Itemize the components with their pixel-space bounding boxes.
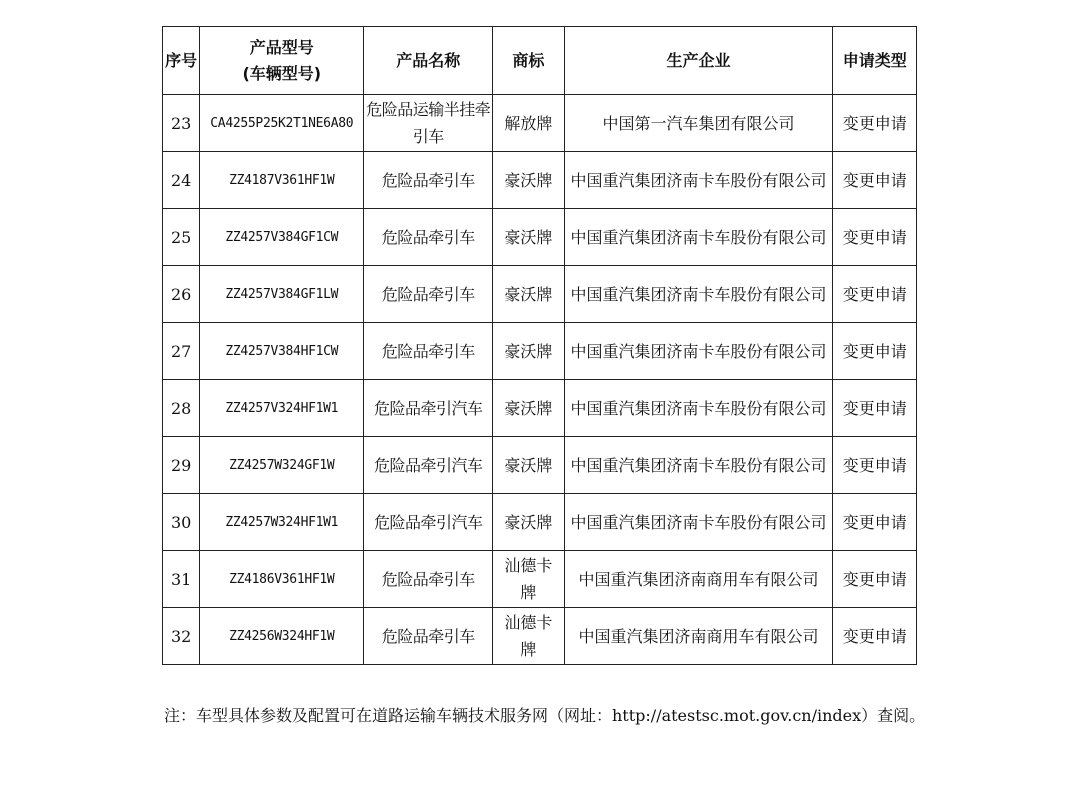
cell-company: 中国重汽集团济南卡车股份有限公司 [564, 380, 833, 437]
table-row [163, 437, 917, 494]
cell-no: 28 [163, 380, 200, 437]
cell-model: ZZ4257V324HF1W1 [200, 380, 364, 437]
cell-name: 危险品牵引汽车 [364, 437, 493, 494]
cell-company: 中国重汽集团济南商用车有限公司 [564, 551, 833, 608]
cell-model: ZZ4257W324GF1W [200, 437, 364, 494]
header-model-line2: (车辆型号) [242, 63, 322, 83]
table-row [163, 152, 917, 209]
cell-no: 32 [163, 608, 200, 665]
cell-type: 变更申请 [833, 608, 917, 665]
cell-no: 23 [163, 95, 200, 152]
cell-brand: 豪沃牌 [493, 437, 564, 494]
cell-name: 危险品牵引汽车 [364, 494, 493, 551]
header-model-line1: 产品型号 [249, 37, 314, 57]
cell-name: 危险品运输半挂牵引车 [364, 95, 493, 152]
cell-type: 变更申请 [833, 551, 917, 608]
cell-company: 中国重汽集团济南卡车股份有限公司 [564, 437, 833, 494]
cell-no: 30 [163, 494, 200, 551]
header-no: 序号 [163, 27, 200, 95]
header-type: 申请类型 [833, 27, 917, 95]
cell-company: 中国重汽集团济南卡车股份有限公司 [564, 494, 833, 551]
header-row [163, 27, 917, 95]
cell-name: 危险品牵引车 [364, 209, 493, 266]
cell-name: 危险品牵引汽车 [364, 380, 493, 437]
cell-model: ZZ4257V384GF1CW [200, 209, 364, 266]
cell-type: 变更申请 [833, 95, 917, 152]
cell-brand: 解放牌 [493, 95, 564, 152]
cell-model: ZZ4257V384HF1CW [200, 323, 364, 380]
cell-name: 危险品牵引车 [364, 152, 493, 209]
table-row [163, 266, 917, 323]
cell-no: 24 [163, 152, 200, 209]
footnote: 注：车型具体参数及配置可在道路运输车辆技术服务网（网址：http://atestsc.mot.gov.cn/index）查阅。 [164, 706, 926, 725]
cell-brand: 豪沃牌 [493, 323, 564, 380]
cell-company: 中国重汽集团济南商用车有限公司 [564, 608, 833, 665]
header-company: 生产企业 [564, 27, 833, 95]
cell-brand: 豪沃牌 [493, 380, 564, 437]
cell-brand: 汕德卡牌 [493, 551, 564, 608]
cell-brand: 豪沃牌 [493, 152, 564, 209]
cell-type: 变更申请 [833, 266, 917, 323]
table-header [163, 27, 917, 95]
cell-company: 中国重汽集团济南卡车股份有限公司 [564, 266, 833, 323]
cell-company: 中国重汽集团济南卡车股份有限公司 [564, 323, 833, 380]
header-model [200, 27, 364, 95]
cell-type: 变更申请 [833, 494, 917, 551]
cell-brand: 豪沃牌 [493, 494, 564, 551]
table-row [163, 95, 917, 152]
vehicle-table [162, 26, 917, 665]
cell-model: ZZ4256W324HF1W [200, 608, 364, 665]
cell-type: 变更申请 [833, 209, 917, 266]
table-row [163, 323, 917, 380]
header-brand: 商标 [493, 27, 564, 95]
cell-name: 危险品牵引车 [364, 323, 493, 380]
cell-model: ZZ4186V361HF1W [200, 551, 364, 608]
cell-no: 31 [163, 551, 200, 608]
cell-brand: 豪沃牌 [493, 266, 564, 323]
cell-no: 25 [163, 209, 200, 266]
cell-model: CA4255P25K2T1NE6A80 [200, 95, 364, 152]
cell-name: 危险品牵引车 [364, 266, 493, 323]
table-row [163, 551, 917, 608]
table-row [163, 608, 917, 665]
cell-model: ZZ4257V384GF1LW [200, 266, 364, 323]
cell-no: 29 [163, 437, 200, 494]
cell-model: ZZ4187V361HF1W [200, 152, 364, 209]
cell-model: ZZ4257W324HF1W1 [200, 494, 364, 551]
table-row [163, 380, 917, 437]
cell-type: 变更申请 [833, 437, 917, 494]
cell-type: 变更申请 [833, 323, 917, 380]
cell-type: 变更申请 [833, 380, 917, 437]
cell-company: 中国重汽集团济南卡车股份有限公司 [564, 209, 833, 266]
cell-name: 危险品牵引车 [364, 608, 493, 665]
header-name: 产品名称 [364, 27, 493, 95]
cell-company: 中国第一汽车集团有限公司 [564, 95, 833, 152]
table-row [163, 494, 917, 551]
cell-name: 危险品牵引车 [364, 551, 493, 608]
cell-no: 27 [163, 323, 200, 380]
cell-brand: 汕德卡牌 [493, 608, 564, 665]
cell-type: 变更申请 [833, 152, 917, 209]
cell-company: 中国重汽集团济南卡车股份有限公司 [564, 152, 833, 209]
table-body [163, 95, 917, 665]
cell-no: 26 [163, 266, 200, 323]
cell-brand: 豪沃牌 [493, 209, 564, 266]
table-row [163, 209, 917, 266]
